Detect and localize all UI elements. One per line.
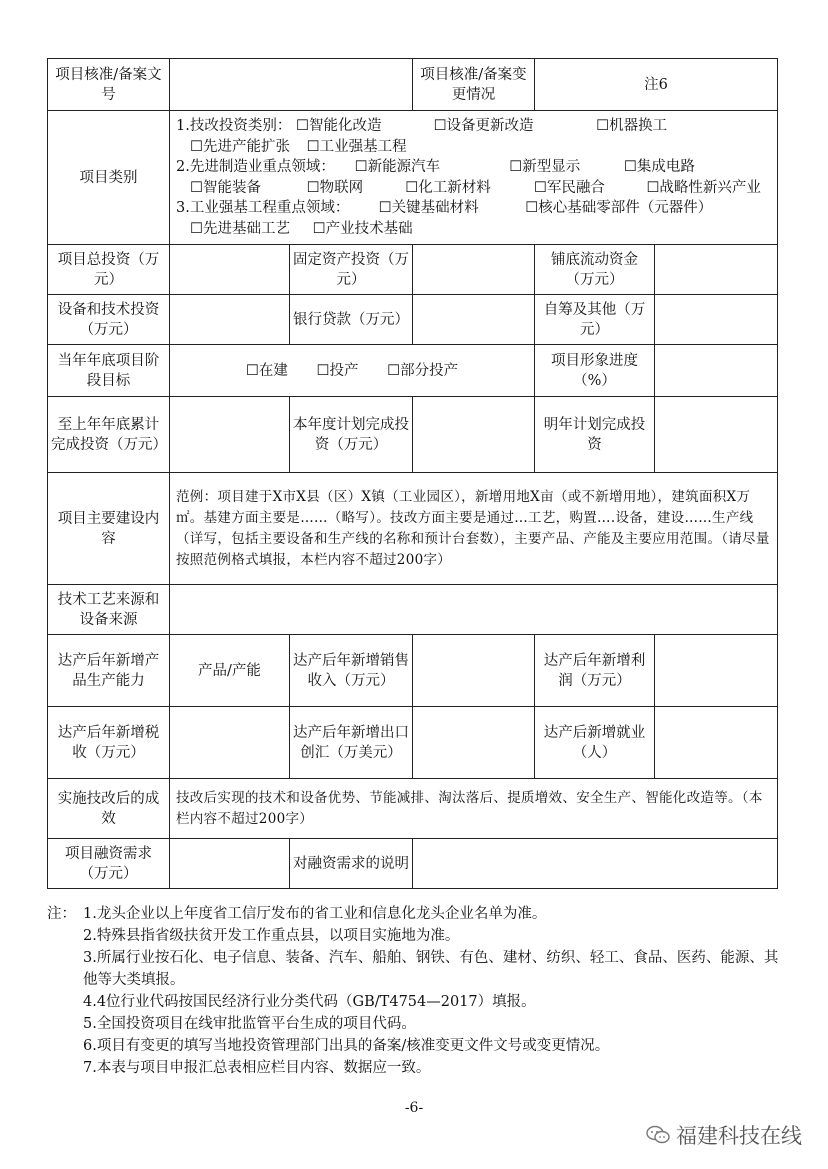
project-category-options (170, 111, 778, 245)
value-bank-loan[interactable] (413, 295, 535, 345)
checkbox-chemical-materials[interactable]: ☐化工新材料 (405, 179, 491, 196)
project-form-table (47, 58, 778, 889)
notes-prefix: 注： (47, 906, 76, 922)
label-working-capital: 铺底流动资金（万元） (535, 245, 655, 295)
watermark (646, 1120, 802, 1150)
checkbox-military-civil[interactable]: ☐军民融合 (533, 179, 605, 196)
checkbox-new-display[interactable]: ☐新型显示 (509, 159, 581, 175)
category-line-5 (176, 198, 771, 219)
value-new-tax[interactable] (170, 707, 290, 779)
value-total-investment[interactable] (170, 245, 290, 295)
label-new-profit: 达产后年新增利润（万元） (535, 635, 655, 707)
value-next-year-plan[interactable] (655, 397, 778, 473)
label-new-tax: 达产后年新增税收（万元） (48, 707, 170, 779)
value-equipment-investment[interactable] (170, 295, 290, 345)
note-text: 1.龙头企业以上年度省工信厅发布的省工业和信息化龙头企业名单为准。 (83, 906, 547, 922)
label-financing-explain: 对融资需求的说明 (290, 839, 413, 889)
value-tech-source[interactable] (170, 585, 778, 635)
label-new-sales: 达产后年新增销售收入（万元） (290, 635, 413, 707)
label-total-investment: 项目总投资（万元） (48, 245, 170, 295)
value-financing-need[interactable] (170, 839, 290, 889)
value-this-year-plan[interactable] (413, 397, 535, 473)
category-line-3 (176, 157, 771, 178)
checkbox-core-components[interactable]: ☐核心基础零部件（元器件） (525, 200, 713, 216)
value-new-jobs[interactable] (655, 707, 778, 779)
note-5 (47, 1013, 787, 1035)
row-cumulative-investment (48, 397, 778, 473)
row-new-capacity (48, 635, 778, 707)
label-approval-change: 项目核准/备案变更情况 (413, 59, 535, 111)
checkbox-in-production[interactable]: ☐投产 (316, 362, 359, 379)
row-construction-content (48, 473, 778, 585)
label-bank-loan: 银行贷款（万元） (290, 295, 413, 345)
row-project-category (48, 111, 778, 245)
category-line-6 (176, 219, 771, 240)
row-equipment-investment (48, 295, 778, 345)
label-cumulative-investment: 至上年年底累计完成投资（万元） (48, 397, 170, 473)
label-financing-need: 项目融资需求（万元） (48, 839, 170, 889)
value-new-sales[interactable] (413, 635, 535, 707)
note-text: 6.项目有变更的填写当地投资管理部门出具的备案/核准变更文件文号或变更情况。 (83, 1038, 610, 1054)
label-equipment-investment: 设备和技术投资（万元） (48, 295, 170, 345)
checkbox-industrial-base[interactable]: ☐工业强基工程 (306, 138, 407, 155)
note-4 (47, 991, 787, 1013)
note-6 (47, 1035, 787, 1057)
label-next-year-plan: 明年计划完成投资 (535, 397, 655, 473)
row-stage-goal (48, 345, 778, 397)
category-line-4 (176, 178, 771, 199)
value-progress-percent[interactable] (655, 345, 778, 397)
checkbox-industry-tech[interactable]: ☐产业技术基础 (312, 220, 413, 237)
checkbox-strategic-emerging[interactable]: ☐战略性新兴产业 (646, 179, 761, 196)
category-line-1 (176, 116, 771, 137)
label-approval-number: 项目核准/备案文号 (48, 59, 170, 111)
category-heading-3: 3.工业强基工程重点领域： (176, 200, 350, 216)
value-financing-explain[interactable] (413, 839, 778, 889)
checkbox-partial-production[interactable]: ☐部分投产 (387, 362, 459, 379)
checkbox-equipment-renewal[interactable]: ☐设备更新改造 (433, 118, 534, 134)
note-text: 3.所属行业按石化、电子信息、装备、汽车、船舶、钢铁、有色、建材、纺织、轻工、食品、医药、能源、其他等大类填报。 (83, 950, 779, 988)
row-effects (48, 779, 778, 839)
note-7 (47, 1057, 787, 1079)
checkbox-smart-equipment[interactable]: ☐智能装备 (190, 179, 261, 196)
row-approval-number (48, 59, 778, 111)
checkbox-advanced-process[interactable]: ☐先进基础工艺 (190, 220, 290, 237)
checkbox-smart-upgrade[interactable]: ☐智能化改造 (295, 118, 382, 134)
value-approval-change[interactable]: 注6 (535, 59, 778, 111)
label-new-capacity: 达产后年新增产品生产能力 (48, 635, 170, 707)
label-export-earning: 达产后年新增出口创汇（万美元） (290, 707, 413, 779)
checkbox-machine-replace[interactable]: ☐机器换工 (596, 118, 668, 134)
note-text: 2.特殊县指省级扶贫开发工作重点县，以项目实施地为准。 (83, 928, 460, 944)
label-new-jobs: 达产后新增就业（人） (535, 707, 655, 779)
note-text: 7.本表与项目申报汇总表相应栏目内容、数据应一致。 (83, 1060, 431, 1076)
value-self-raised[interactable] (655, 295, 778, 345)
checkbox-capacity-expansion[interactable]: ☐先进产能扩张 (190, 138, 290, 155)
effects-text[interactable]: 技改后实现的技术和设备优势、节能减排、淘汰落后、提质增效、安全生产、智能化改造等。（本栏内容不超过200字） (170, 779, 778, 839)
row-new-tax (48, 707, 778, 779)
note-3 (47, 947, 787, 991)
label-project-category: 项目类别 (48, 111, 170, 245)
row-financing (48, 839, 778, 889)
page-number: -6- (404, 1100, 424, 1116)
note-2 (47, 925, 787, 947)
category-heading-1: 1.技改投资类别： (176, 118, 292, 134)
value-approval-number[interactable] (170, 59, 413, 111)
value-working-capital[interactable] (655, 245, 778, 295)
label-progress-percent: 项目形象进度（%） (535, 345, 655, 397)
label-fixed-asset: 固定资产投资（万元） (290, 245, 413, 295)
category-line-2 (176, 137, 771, 158)
value-export-earning[interactable] (413, 707, 535, 779)
row-total-investment (48, 245, 778, 295)
label-product-capacity: 产品/产能 (170, 635, 290, 707)
label-this-year-plan: 本年度计划完成投资（万元） (290, 397, 413, 473)
label-construction-content: 项目主要建设内容 (48, 473, 170, 585)
value-fixed-asset[interactable] (413, 245, 535, 295)
label-self-raised: 自筹及其他（万元） (535, 295, 655, 345)
checkbox-under-construction[interactable]: ☐在建 (245, 362, 288, 379)
checkbox-key-materials[interactable]: ☐关键基础材料 (378, 200, 479, 216)
label-stage-goal: 当年年底项目阶段目标 (48, 345, 170, 397)
value-new-profit[interactable] (655, 635, 778, 707)
note-text: 5.全国投资项目在线审批监管平台生成的项目代码。 (83, 1016, 416, 1032)
checkbox-new-energy-vehicle[interactable]: ☐新能源汽车 (354, 159, 441, 175)
wechat-icon (646, 1125, 670, 1145)
value-cumulative-investment[interactable] (170, 397, 290, 473)
construction-content-text[interactable]: 范例：项目建于X市X县（区）X镇（工业园区），新增用地X亩（或不新增用地），建筑面积X万㎡。基建方面主要是……（略写）。技改方面主要是通过…工艺，购置….设备，建设……生产线（详写，包括主要设备和生产线的名称和预计台套数），主要产品、产能及主要应用范围。（请尽量按照范例格式填报，本栏内容不超过200字） (170, 473, 778, 585)
watermark-text: 福建科技在线 (676, 1124, 802, 1148)
checkbox-iot[interactable]: ☐物联网 (306, 179, 364, 196)
row-tech-source (48, 585, 778, 635)
notes-section (47, 903, 787, 1079)
stage-goal-options (170, 345, 535, 397)
note-1 (47, 903, 787, 925)
label-effects: 实施技改后的成效 (48, 779, 170, 839)
category-heading-2: 2.先进制造业重点领域： (176, 159, 335, 175)
label-tech-source: 技术工艺来源和设备来源 (48, 585, 170, 635)
note-text: 4.4位行业代码按国民经济行业分类代码（GB/T4754—2017）填报。 (83, 994, 536, 1010)
checkbox-integrated-circuit[interactable]: ☐集成电路 (623, 159, 695, 175)
